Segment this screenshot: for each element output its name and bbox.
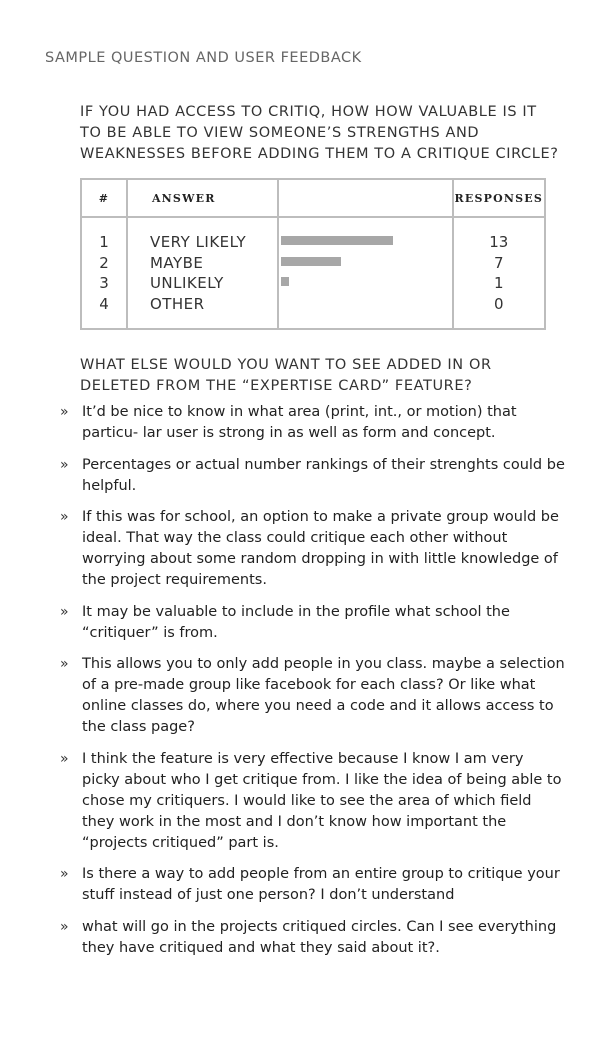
row-number: 4 (99, 294, 109, 313)
feedback-item (60, 602, 565, 644)
bullet-icon: » (60, 866, 69, 882)
row-number: 3 (99, 274, 109, 293)
row-number: 2 (99, 253, 109, 272)
bullet-icon: » (60, 404, 69, 420)
feedback-item (60, 455, 565, 497)
survey-results-table (80, 178, 546, 330)
feedback-item (60, 917, 565, 959)
feedback-list (60, 402, 565, 969)
feedback-item (60, 402, 565, 444)
row-answer: VERY LIKELY (149, 233, 247, 251)
responses-column (453, 217, 545, 329)
feedback-text: I think the feature is very effective because I know I am very picky about who I get critique from. I like the idea of being able to chose my critiquers. I would like to see the area of which field they work in the most and I don’t know how important the “projects critiqued” part is. (82, 750, 562, 851)
row-answer: OTHER (149, 294, 205, 313)
bullet-icon: » (60, 603, 69, 620)
feedback-item (60, 864, 565, 906)
response-bar (281, 257, 341, 266)
header-bar-chart (278, 179, 453, 217)
feedback-item (60, 654, 565, 738)
feedback-text: It’d be nice to know in what area (print, int., or motion) that particu- lar user is strong in as well as form and concept. (82, 404, 517, 441)
row-number: 1 (99, 233, 109, 251)
survey-question: IF YOU HAD ACCESS TO CRITIQ, HOW HOW VALUABLE IS IT TO BE ABLE TO VIEW SOMEONE’S STRENGTHS AND WEAKNESSES BEFORE ADDING THEM TO A CRITIQUE CIRCLE? (80, 104, 559, 162)
feedback-item (60, 507, 565, 591)
feedback-text: If this was for school, an option to make a private group would be ideal. That way the class could critique each other without worrying about some random dropping in with little knowledge of the project requirements. (82, 509, 559, 588)
bullet-icon: » (60, 918, 69, 935)
answer-column (127, 217, 278, 329)
feedback-text: what will go in the projects critiqued circles. Can I see everything they have critiqued and what they said about it?. (82, 918, 557, 956)
bar-column (278, 217, 453, 329)
row-responses: 13 (489, 233, 509, 251)
bullet-icon: » (60, 656, 69, 672)
bullet-icon: » (60, 750, 69, 767)
table-header-row (81, 179, 545, 217)
row-answer: UNLIKELY (149, 274, 224, 293)
table-body-row (81, 217, 545, 329)
number-column (81, 217, 127, 329)
feedback-text: Is there a way to add people from an entire group to critique your stuff instead of just one person? I don’t understand (82, 866, 560, 903)
row-responses: 1 (494, 274, 504, 293)
row-responses: 0 (494, 294, 504, 313)
feedback-text: It may be valuable to include in the profile what school the “critiquer” is from. (82, 603, 510, 641)
header-number: # (81, 179, 127, 217)
section-title: SAMPLE QUESTION AND USER FEEDBACK (45, 50, 362, 66)
header-responses: RESPONSES (453, 179, 545, 217)
response-bar (281, 236, 393, 245)
feedback-text: This allows you to only add people in you class. maybe a selection of a pre-made group like facebook for each class? Or like what online classes do, where you need a code and it allows access to the class page? (82, 656, 565, 735)
feedback-text: Percentages or actual number rankings of their strenghts could be helpful. (82, 456, 565, 494)
followup-question: WHAT ELSE WOULD YOU WANT TO SEE ADDED IN OR DELETED FROM THE “EXPERTISE CARD” FEATURE? (80, 357, 492, 394)
bullet-icon: » (60, 509, 69, 525)
header-answer: ANSWER (127, 179, 278, 217)
response-bar (281, 277, 290, 286)
row-responses: 7 (494, 253, 504, 272)
bullet-icon: » (60, 456, 69, 473)
row-answer: MAYBE (149, 253, 204, 272)
feedback-item (60, 749, 565, 854)
